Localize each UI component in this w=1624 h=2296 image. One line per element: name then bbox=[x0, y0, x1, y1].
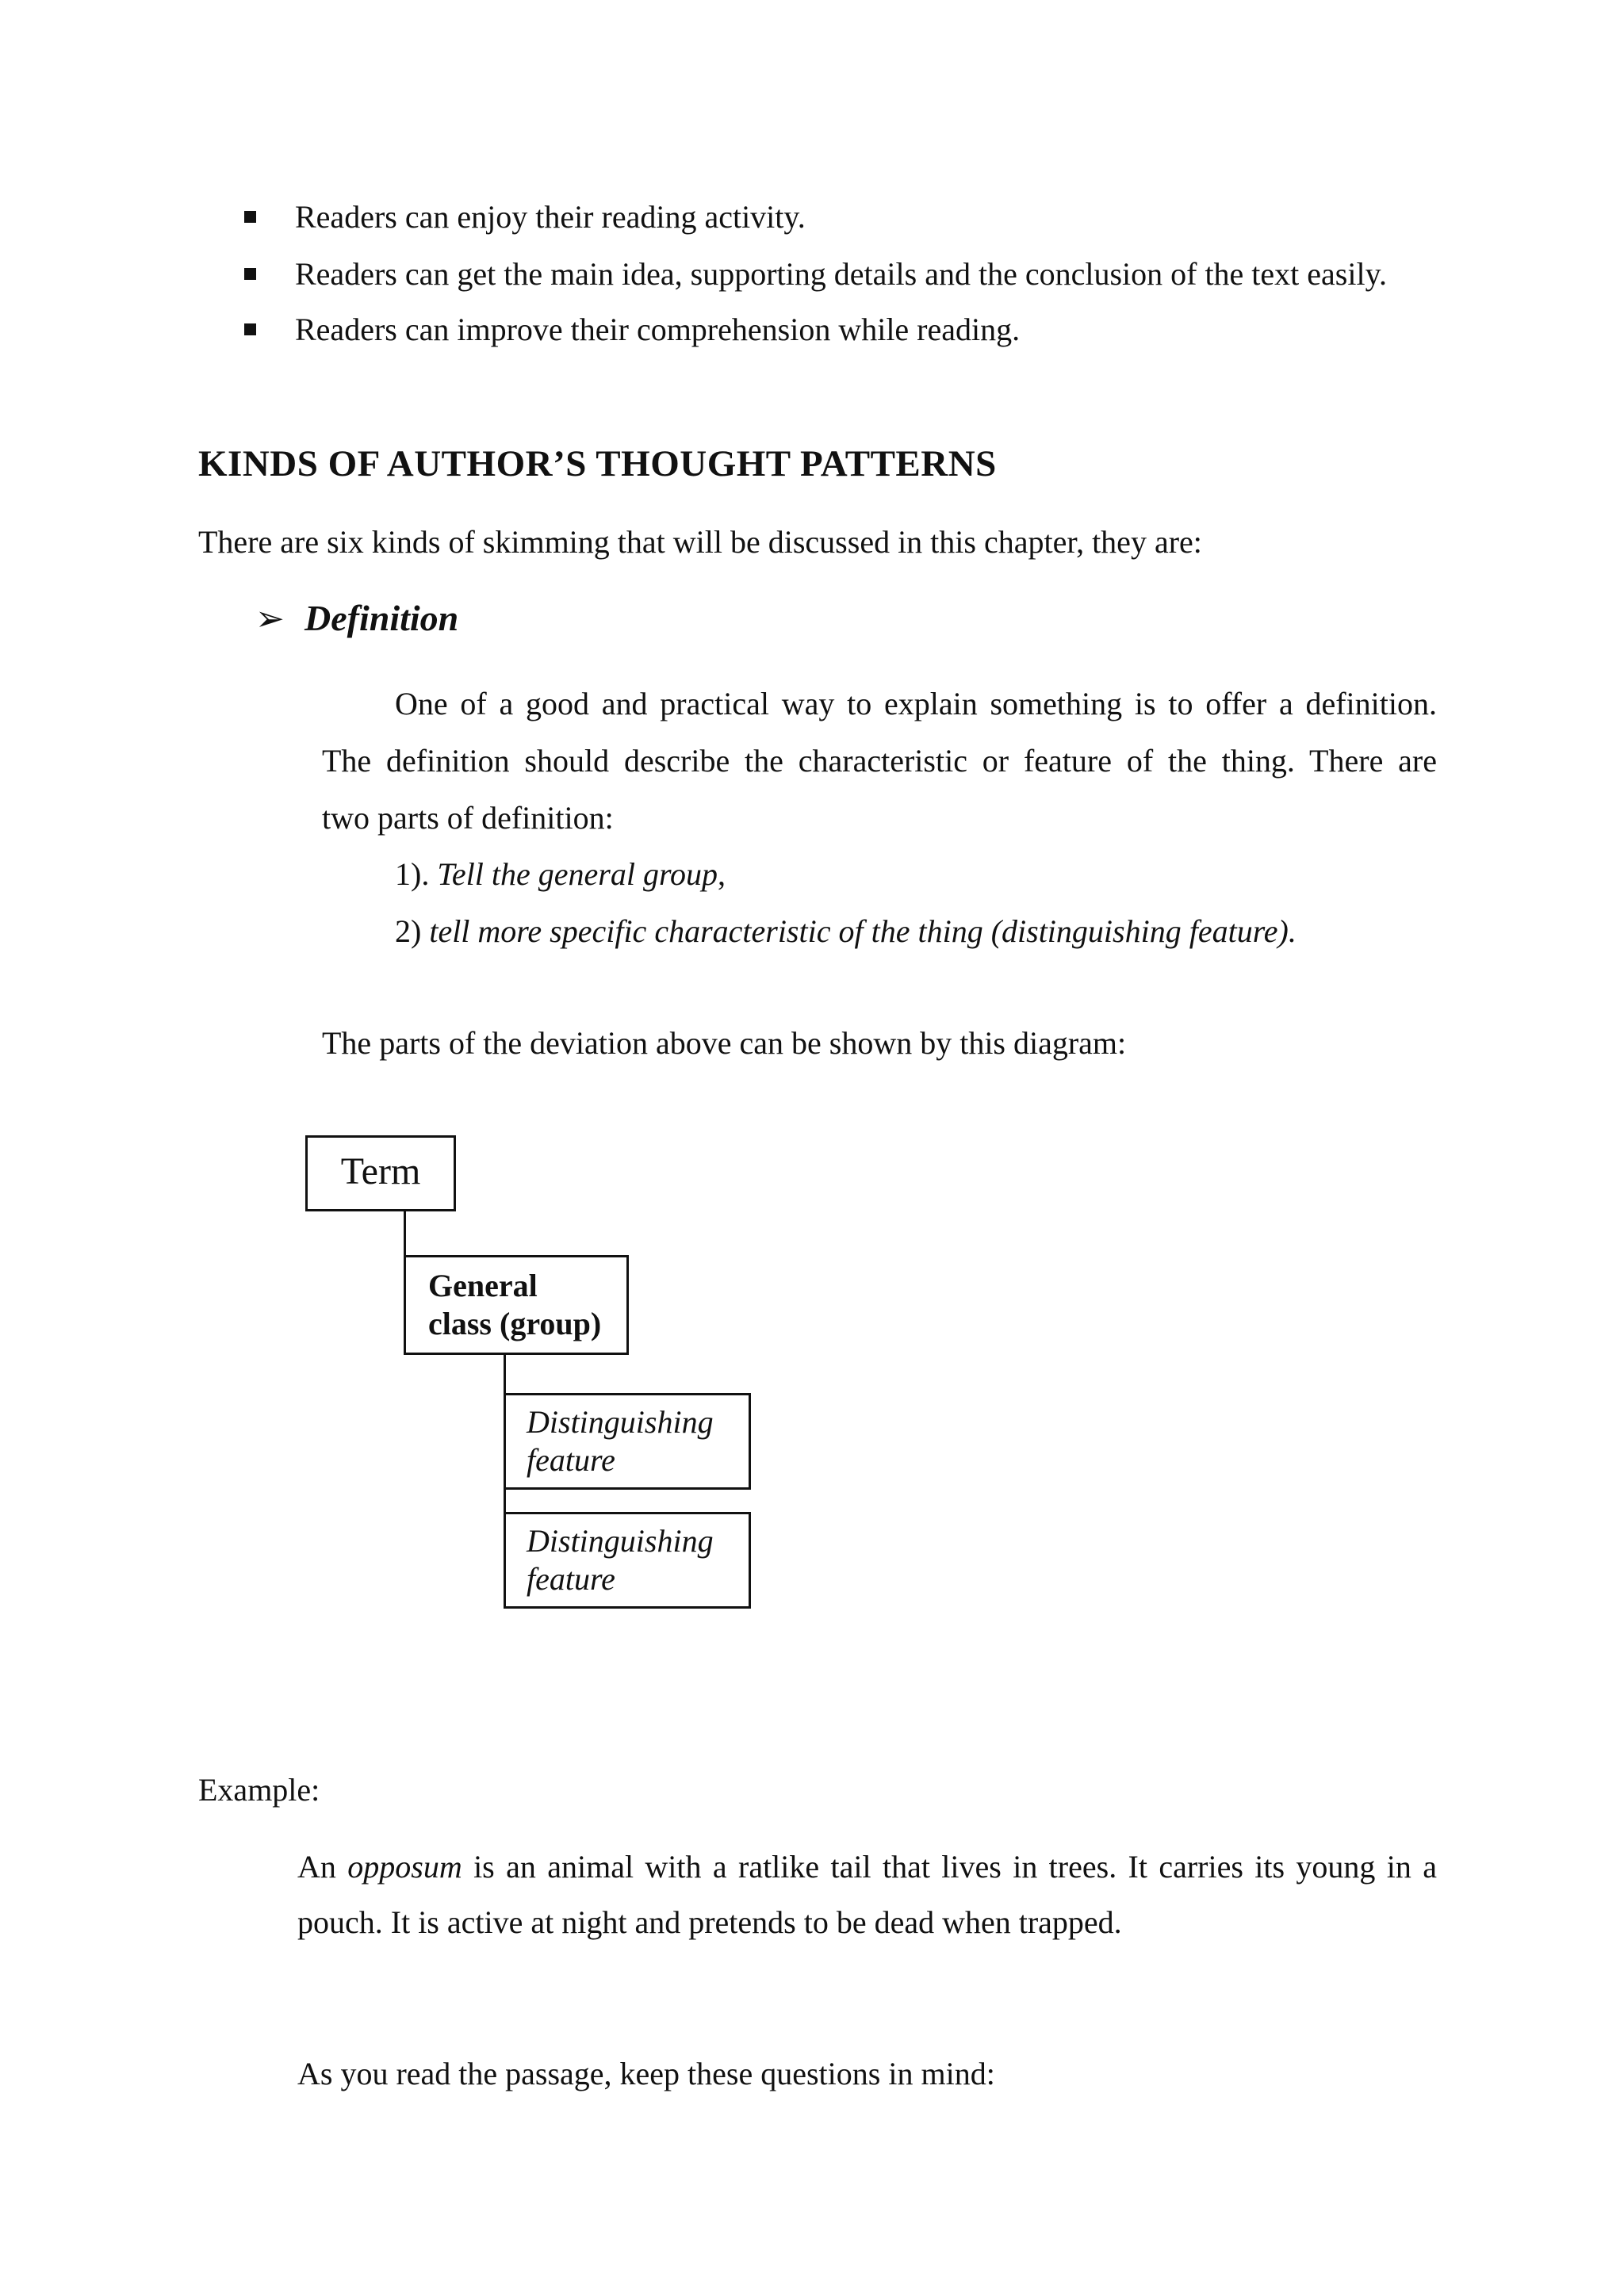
example-term: opposum bbox=[347, 1849, 462, 1885]
paragraph-line: The definition should describe the characteristic or feature of the thing. There are bbox=[322, 743, 1437, 779]
feature-label-line: Distinguishing bbox=[527, 1523, 714, 1559]
example-rest: is an animal with a ratlike tail that lives in trees. It carries its young in a bbox=[473, 1849, 1438, 1885]
feature-label-line: feature bbox=[527, 1561, 615, 1597]
part-text: Tell the general group bbox=[437, 856, 718, 892]
general-label-line: General bbox=[428, 1268, 538, 1303]
square-bullet-icon bbox=[244, 323, 256, 335]
part-suffix: , bbox=[718, 856, 726, 892]
part-number: 2) bbox=[395, 913, 422, 949]
definition-paragraph bbox=[322, 682, 1437, 853]
example-line: pouch. It is active at night and pretends to be dead when trapped. bbox=[297, 1904, 1122, 1940]
feature-label-line: feature bbox=[527, 1442, 615, 1478]
definition-title: Definition bbox=[304, 598, 459, 638]
bullet-text: Readers can improve their comprehension while reading. bbox=[295, 312, 1021, 347]
term-label: Term bbox=[340, 1150, 421, 1192]
diagram-general-class-box bbox=[404, 1255, 629, 1355]
diagram-feature-box bbox=[504, 1393, 751, 1490]
example-label: Example: bbox=[198, 1772, 320, 1808]
part-text: tell more specific characteristic of the thing (distinguishing feature). bbox=[429, 913, 1297, 949]
arrow-bullet-icon: ➢ bbox=[255, 599, 285, 639]
paragraph-line: One of a good and practical way to explain something is to offer a definition. bbox=[395, 686, 1437, 721]
bullet-text: Readers can enjoy their reading activity. bbox=[295, 199, 806, 235]
paragraph-line: two parts of definition: bbox=[322, 800, 614, 836]
diagram-caption: The parts of the deviation above can be shown by this diagram: bbox=[322, 1025, 1127, 1061]
definition-part bbox=[395, 852, 726, 897]
diagram-term-box bbox=[305, 1135, 456, 1211]
square-bullet-icon bbox=[244, 268, 256, 280]
section-intro: There are six kinds of skimming that will be discussed in this chapter, they are: bbox=[198, 524, 1202, 560]
connector-line bbox=[404, 1210, 406, 1256]
section-title: KINDS OF AUTHOR’S THOUGHT PATTERNS bbox=[198, 443, 997, 484]
connector-line bbox=[504, 1488, 506, 1513]
diagram-feature-box bbox=[504, 1512, 751, 1609]
example-paragraph bbox=[297, 1845, 1437, 1956]
bullet-text: Readers can get the main idea, supporting details and the conclusion of the text easily. bbox=[295, 256, 1387, 292]
square-bullet-icon bbox=[244, 211, 256, 223]
part-number: 1). bbox=[395, 856, 430, 892]
definition-part bbox=[395, 909, 1297, 954]
general-label-line: class (group) bbox=[428, 1306, 602, 1341]
example-line bbox=[297, 1845, 1437, 1900]
closing-text: As you read the passage, keep these questions in mind: bbox=[297, 2056, 995, 2091]
example-prefix: An bbox=[297, 1849, 336, 1885]
connector-line bbox=[504, 1353, 506, 1394]
feature-label-line: Distinguishing bbox=[527, 1404, 714, 1440]
